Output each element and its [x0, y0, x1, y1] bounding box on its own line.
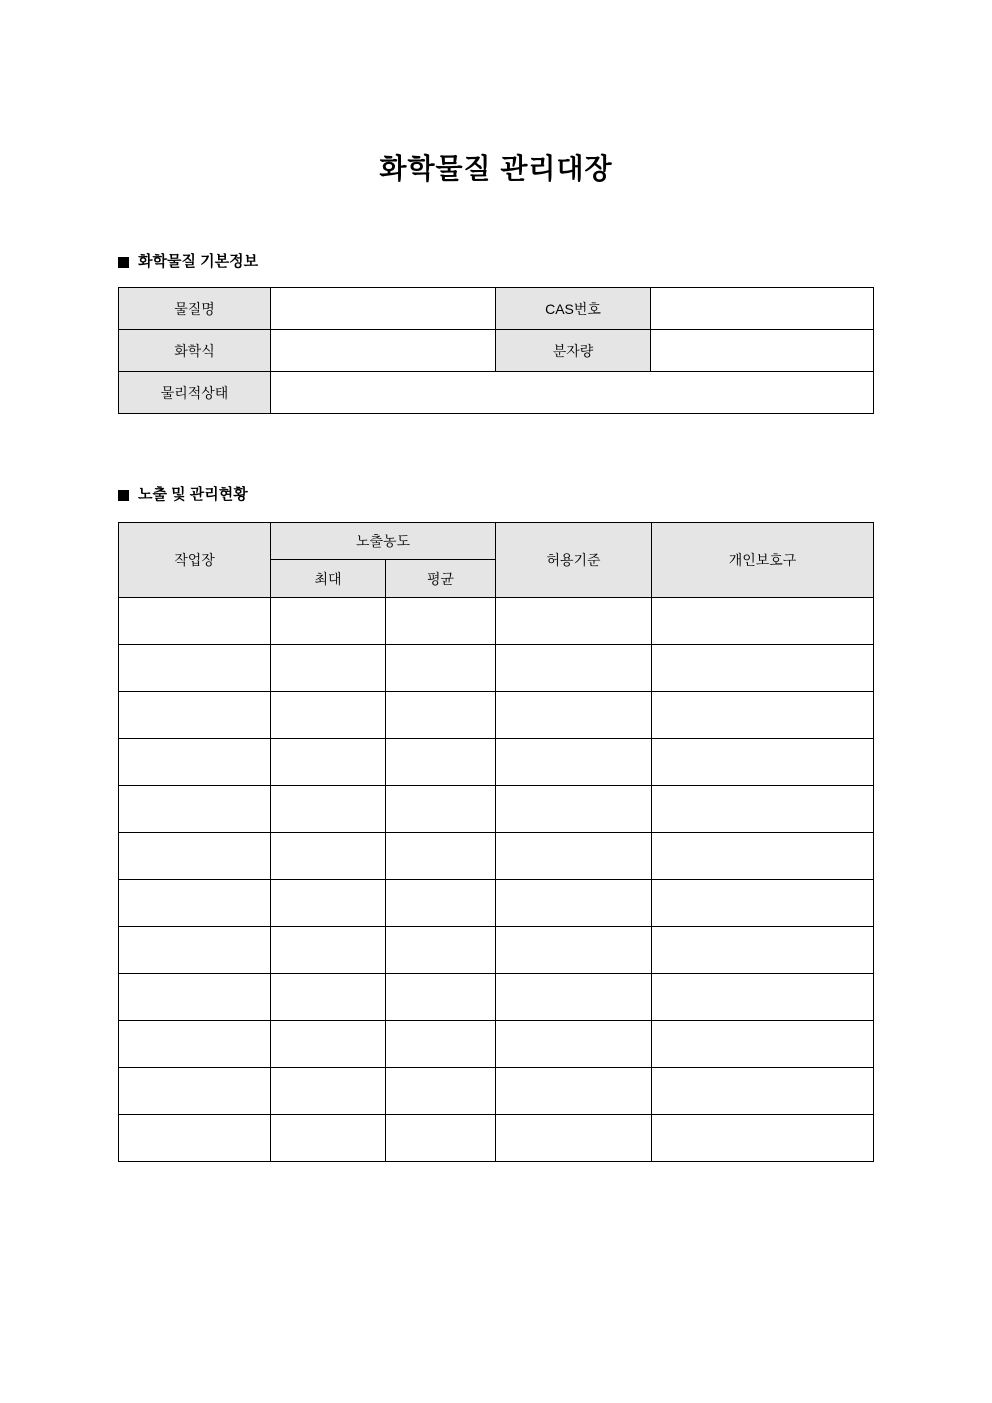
cell-concentration-max[interactable]	[271, 927, 386, 974]
cell-personal-protective-equipment[interactable]	[652, 1115, 874, 1162]
table-row	[119, 927, 874, 974]
cell-personal-protective-equipment[interactable]	[652, 974, 874, 1021]
cell-concentration-average[interactable]	[386, 927, 496, 974]
cell-permissible-limit[interactable]	[496, 645, 652, 692]
field-substance-name[interactable]	[271, 288, 496, 330]
cell-worksite[interactable]	[119, 598, 271, 645]
cell-concentration-max[interactable]	[271, 880, 386, 927]
field-cas-number[interactable]	[651, 288, 874, 330]
cell-concentration-average[interactable]	[386, 833, 496, 880]
column-header-personal-protective-equipment: 개인보호구	[652, 523, 874, 598]
field-molecular-weight[interactable]	[651, 330, 874, 372]
cell-concentration-max[interactable]	[271, 739, 386, 786]
cell-personal-protective-equipment[interactable]	[652, 833, 874, 880]
table-row	[119, 833, 874, 880]
cell-worksite[interactable]	[119, 1115, 271, 1162]
cell-permissible-limit[interactable]	[496, 1068, 652, 1115]
cell-concentration-average[interactable]	[386, 880, 496, 927]
section-heading-basic-info-label: 화학물질 기본정보	[138, 253, 259, 270]
table-row	[119, 739, 874, 786]
cell-concentration-average[interactable]	[386, 692, 496, 739]
cell-worksite[interactable]	[119, 645, 271, 692]
table-row	[119, 692, 874, 739]
cell-concentration-max[interactable]	[271, 833, 386, 880]
cell-worksite[interactable]	[119, 974, 271, 1021]
cell-personal-protective-equipment[interactable]	[652, 692, 874, 739]
cell-concentration-average[interactable]	[386, 1068, 496, 1115]
cell-permissible-limit[interactable]	[496, 833, 652, 880]
section-heading-basic-info	[118, 252, 258, 272]
cell-concentration-max[interactable]	[271, 974, 386, 1021]
cell-permissible-limit[interactable]	[496, 927, 652, 974]
cell-personal-protective-equipment[interactable]	[652, 645, 874, 692]
cell-concentration-average[interactable]	[386, 598, 496, 645]
table-row	[119, 330, 874, 372]
table-row	[119, 1068, 874, 1115]
table-row	[119, 786, 874, 833]
label-chemical-formula: 화학식	[119, 330, 271, 372]
cell-permissible-limit[interactable]	[496, 1021, 652, 1068]
table-row	[119, 880, 874, 927]
page-title: 화학물질 관리대장	[379, 152, 613, 184]
cell-concentration-average[interactable]	[386, 645, 496, 692]
cell-personal-protective-equipment[interactable]	[652, 598, 874, 645]
table-row	[119, 645, 874, 692]
label-cas-number: CAS번호	[496, 288, 651, 330]
table-row	[119, 1021, 874, 1068]
cell-concentration-max[interactable]	[271, 786, 386, 833]
cell-concentration-average[interactable]	[386, 1021, 496, 1068]
cell-permissible-limit[interactable]	[496, 739, 652, 786]
section-heading-exposure-status-label: 노출 및 관리현황	[138, 486, 248, 503]
cell-permissible-limit[interactable]	[496, 1115, 652, 1162]
table-row	[119, 1115, 874, 1162]
cell-permissible-limit[interactable]	[496, 692, 652, 739]
label-substance-name: 물질명	[119, 288, 271, 330]
cell-concentration-max[interactable]	[271, 692, 386, 739]
label-physical-state: 물리적상태	[119, 372, 271, 414]
table-row	[119, 598, 874, 645]
cell-personal-protective-equipment[interactable]	[652, 1068, 874, 1115]
cell-worksite[interactable]	[119, 927, 271, 974]
exposure-table-body	[119, 598, 874, 1162]
cell-concentration-average[interactable]	[386, 739, 496, 786]
section-heading-exposure-status	[118, 485, 248, 505]
basic-info-table	[118, 287, 874, 414]
table-row	[119, 372, 874, 414]
column-header-permissible-limit: 허용기준	[496, 523, 652, 598]
cell-concentration-max[interactable]	[271, 1068, 386, 1115]
table-row	[119, 288, 874, 330]
cell-worksite[interactable]	[119, 880, 271, 927]
cell-permissible-limit[interactable]	[496, 598, 652, 645]
cell-worksite[interactable]	[119, 692, 271, 739]
cell-personal-protective-equipment[interactable]	[652, 927, 874, 974]
exposure-status-table	[118, 522, 874, 1162]
column-header-worksite: 작업장	[119, 523, 271, 598]
cell-worksite[interactable]	[119, 786, 271, 833]
cell-worksite[interactable]	[119, 1068, 271, 1115]
cell-permissible-limit[interactable]	[496, 786, 652, 833]
label-molecular-weight: 분자량	[496, 330, 651, 372]
cell-permissible-limit[interactable]	[496, 880, 652, 927]
field-chemical-formula[interactable]	[271, 330, 496, 372]
cell-concentration-max[interactable]	[271, 645, 386, 692]
square-bullet-icon	[118, 490, 129, 501]
cell-concentration-max[interactable]	[271, 1021, 386, 1068]
cell-concentration-average[interactable]	[386, 786, 496, 833]
column-header-concentration-average: 평균	[386, 560, 496, 598]
cell-personal-protective-equipment[interactable]	[652, 739, 874, 786]
cell-personal-protective-equipment[interactable]	[652, 880, 874, 927]
field-physical-state[interactable]	[271, 372, 874, 414]
cell-worksite[interactable]	[119, 739, 271, 786]
cell-permissible-limit[interactable]	[496, 974, 652, 1021]
table-header-row-primary	[119, 523, 874, 560]
cell-personal-protective-equipment[interactable]	[652, 786, 874, 833]
cell-concentration-average[interactable]	[386, 974, 496, 1021]
cell-worksite[interactable]	[119, 1021, 271, 1068]
square-bullet-icon	[118, 257, 129, 268]
column-header-exposure-concentration: 노출농도	[271, 523, 496, 560]
cell-concentration-max[interactable]	[271, 1115, 386, 1162]
column-header-concentration-max: 최대	[271, 560, 386, 598]
cell-concentration-max[interactable]	[271, 598, 386, 645]
cell-concentration-average[interactable]	[386, 1115, 496, 1162]
cell-worksite[interactable]	[119, 833, 271, 880]
table-row	[119, 974, 874, 1021]
cell-personal-protective-equipment[interactable]	[652, 1021, 874, 1068]
